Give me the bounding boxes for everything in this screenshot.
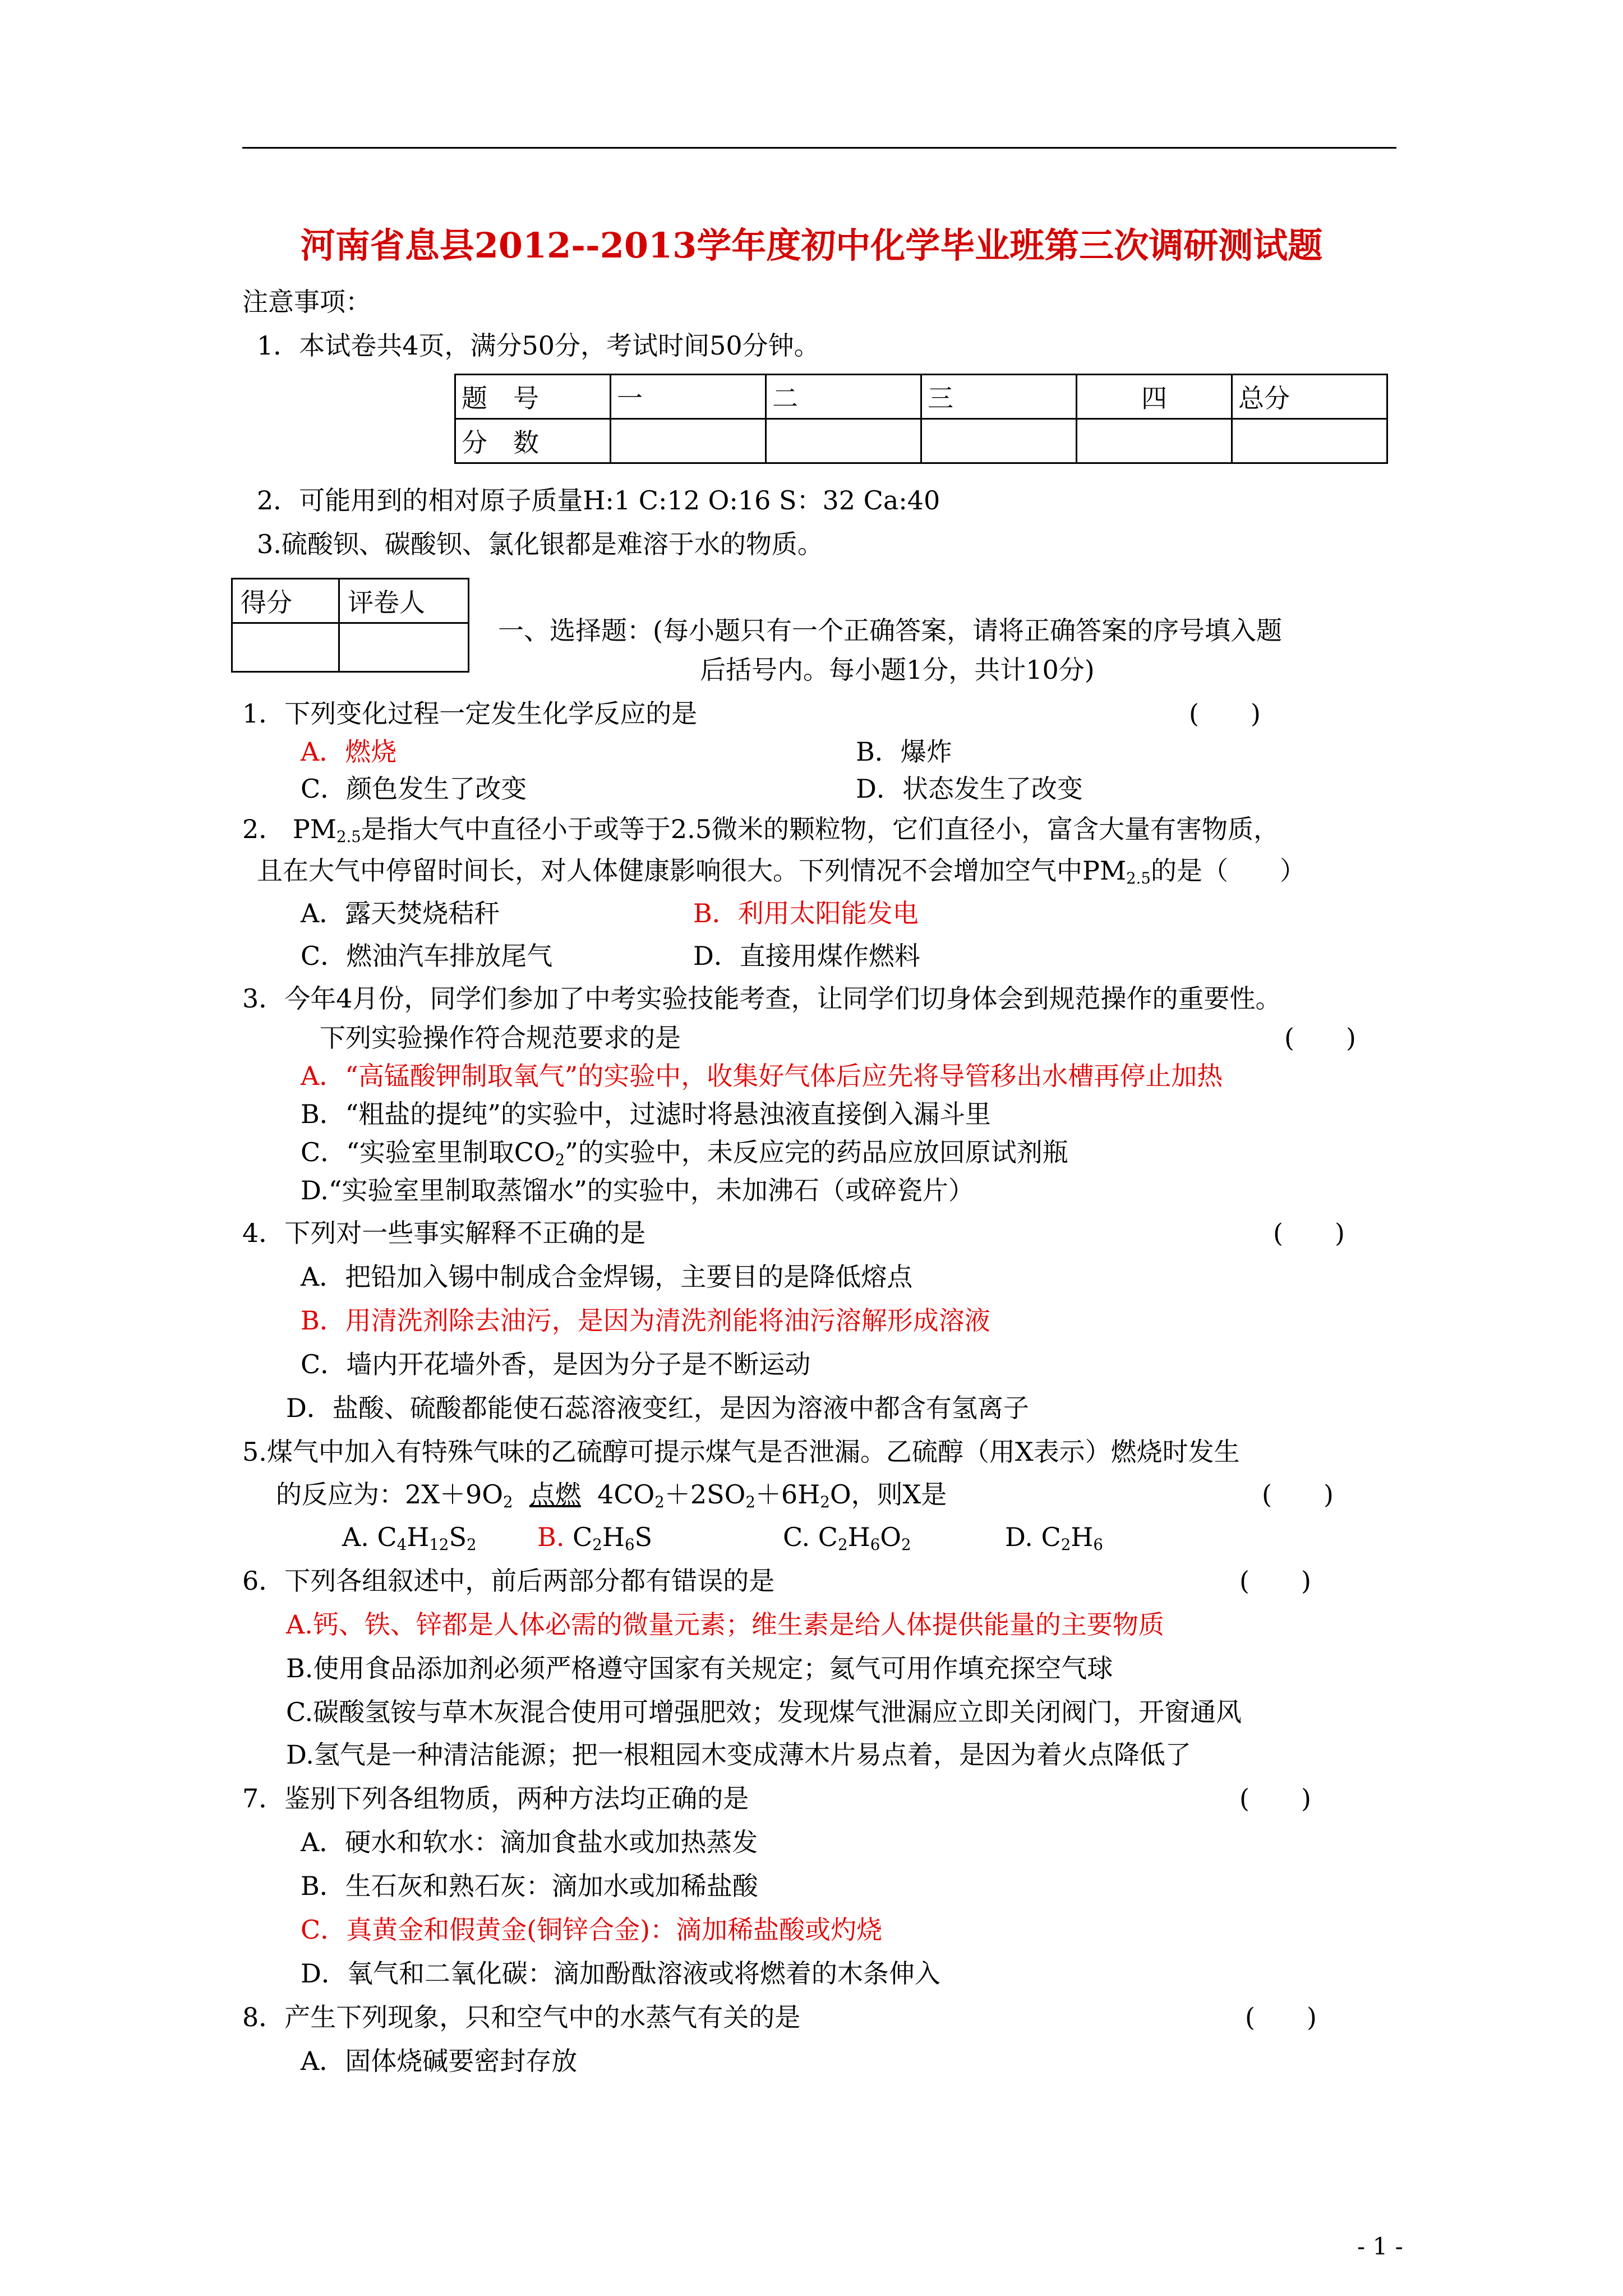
q4-option-c: C．墙内开花墙外香，是因为分子是不断运动 [301,1349,811,1379]
q7-option-d: D．氧气和二氧化碳：滴加酚酞溶液或将燃着的木条伸入 [301,1958,940,1989]
score-header-label: 题 号 [455,375,611,419]
q3-option-c: C．“实验室里制取$CO_2$”的实验中，未反应完的药品应放回原试剂瓶 [301,1137,1068,1169]
q7-option-c: C．真黄金和假黄金(铜锌合金)：滴加稀盐酸或灼烧 [301,1915,883,1945]
section-1-heading: 一、选择题：(每小题只有一个正确答案，请将正确答案的序号填入题 [498,615,1282,646]
q6-option-a: A.钙、铁、锌都是人体必需的微量元素；维生素是给人体提供能量的主要物质 [286,1609,1164,1640]
notice-item-3: 3.硫酸钡、碳酸钡、氯化银都是难溶于水的物质。 [257,529,823,559]
q4-stem: 4．下列对一些事实解释不正确的是 [242,1218,646,1248]
q3-option-b: B．“粗盐的提纯”的实验中，过滤时将悬浊液直接倒入漏斗里 [301,1099,991,1129]
section-1-heading-cont: 后括号内。每小题1分，共计10分) [700,655,1095,685]
q5-answer-blank[interactable]: ( ) [1262,1479,1334,1510]
grader-score-label: 得分 [232,579,339,623]
q5-stem-line2: 的反应为：$2X+9O_2$ 点燃 $4CO_2+2SO_2+6H_2O$，则X是 [276,1479,947,1511]
q7-answer-blank[interactable]: ( ) [1239,1783,1311,1814]
score-header-2: 二 [766,375,921,419]
q7-option-b: B．生石灰和熟石灰：滴加水或加稀盐酸 [301,1871,758,1901]
q8-stem: 8．产生下列现象，只和空气中的水蒸气有关的是 [242,2002,801,2032]
notice-heading: 注意事项： [242,287,371,317]
grader-name-cell[interactable] [339,623,469,672]
q4-answer-blank[interactable]: ( ) [1273,1218,1345,1248]
q1-answer-blank[interactable]: ( ) [1189,698,1261,729]
page-title: 河南省息县2012--2013学年度初中化学毕业班第三次调研测试题 [300,225,1323,266]
score-header-3: 三 [921,375,1077,419]
grader-score-cell[interactable] [232,623,339,672]
grader-table [231,578,469,673]
q2-option-d: D．直接用煤作燃料 [693,941,920,971]
q1-option-d: D．状态发生了改变 [856,774,1083,804]
q2-option-a: A．露天焚烧秸秆 [301,898,500,928]
score-table [454,374,1388,464]
q2-stem-line1: 2． $PM_{2.5}$是指大气中直径小于或等于2.5微米的颗粒物，它们直径小，富含大量有害物质， [242,814,1279,846]
q2-option-b: B．利用太阳能发电 [693,898,919,928]
q6-answer-blank[interactable]: ( ) [1239,1566,1311,1596]
q7-option-a: A．硬水和软水：滴加食盐水或加热蒸发 [301,1827,758,1857]
q4-option-a: A．把铅加入锡中制成合金焊锡，主要目的是降低熔点 [301,1262,913,1292]
score-cell-2[interactable] [766,419,921,463]
top-rule [242,147,1396,149]
notice-item-2: 2．可能用到的相对原子质量H:1 C:12 O:16 S：32 Ca:40 [257,485,940,516]
grader-name-label: 评卷人 [339,579,469,623]
q5-option-a: A. $C_4H_{12}S_2$ [342,1522,477,1554]
q5-option-c: C. $C_2H_6O_2$ [783,1522,911,1554]
q1-stem: 1．下列变化过程一定发生化学反应的是 [242,698,698,729]
score-row-label: 分 数 [455,419,611,463]
q1-option-a: A．燃烧 [301,737,397,767]
q4-option-b: B．用清洗剂除去油污，是因为清洗剂能将油污溶解形成溶液 [301,1305,990,1336]
q3-option-d: D.“实验室里制取蒸馏水”的实验中，未加沸石（或碎瓷片） [301,1175,974,1205]
score-cell-3[interactable] [921,419,1077,463]
q6-option-d: D.氢气是一种清洁能源；把一根粗园木变成薄木片易点着，是因为着火点降低了 [286,1740,1191,1770]
notice-item-1: 1．本试卷共4页，满分50分，考试时间50分钟。 [257,330,820,361]
q6-stem: 6．下列各组叙述中，前后两部分都有错误的是 [242,1566,775,1596]
score-cell-1[interactable] [611,419,766,463]
q2-option-c: C．燃油汽车排放尾气 [301,941,553,971]
score-cell-total[interactable] [1232,419,1387,463]
q3-answer-blank[interactable]: ( ) [1284,1023,1356,1053]
score-header-1: 一 [611,375,766,419]
q3-stem-line1: 3．今年4月份，同学们参加了中考实验技能考查，让同学们切身体会到规范操作的重要性。 [242,983,1281,1014]
q1-option-b: B．爆炸 [856,737,952,767]
q4-option-d: D．盐酸、硫酸都能使石蕊溶液变红，是因为溶液中都含有氢离子 [286,1393,1029,1423]
q5-reaction-condition: 点燃 [529,1479,581,1510]
q3-stem-line2: 下列实验操作符合规范要求的是 [320,1023,681,1053]
score-header-total: 总分 [1232,375,1387,419]
score-cell-4[interactable] [1077,419,1232,463]
q2-stem-line2: 且在大气中停留时间长，对人体健康影响很大。下列情况不会增加空气中$PM_{2.5}$的是（ ） [257,855,1306,887]
page-number: - 1 - [1357,2233,1403,2260]
q7-stem: 7．鉴别下列各组物质，两种方法均正确的是 [242,1783,749,1814]
q1-option-c: C．颜色发生了改变 [301,774,527,804]
q5-stem-line1: 5.煤气中加入有特殊气味的乙硫醇可提示煤气是否泄漏。乙硫醇（用X表示）燃烧时发生 [242,1437,1240,1467]
q6-option-c: C.碳酸氢铵与草木灰混合使用可增强肥效；发现煤气泄漏应立即关闭阀门，开窗通风 [286,1697,1242,1727]
score-header-4: 四 [1077,375,1232,419]
q5-option-b: B. $C_2H_6S$ [537,1522,653,1554]
q6-option-b: B.使用食品添加剂必须严格遵守国家有关规定；氦气可用作填充探空气球 [286,1653,1113,1683]
q5-option-d: D. $C_2H_6$ [1005,1522,1103,1554]
q8-answer-blank[interactable]: ( ) [1245,2002,1317,2032]
q8-option-a: A．固体烧碱要密封存放 [301,2046,578,2076]
q3-option-a: A．“高锰酸钾制取氧气”的实验中，收集好气体后应先将导管移出水槽再停止加热 [301,1061,1223,1091]
